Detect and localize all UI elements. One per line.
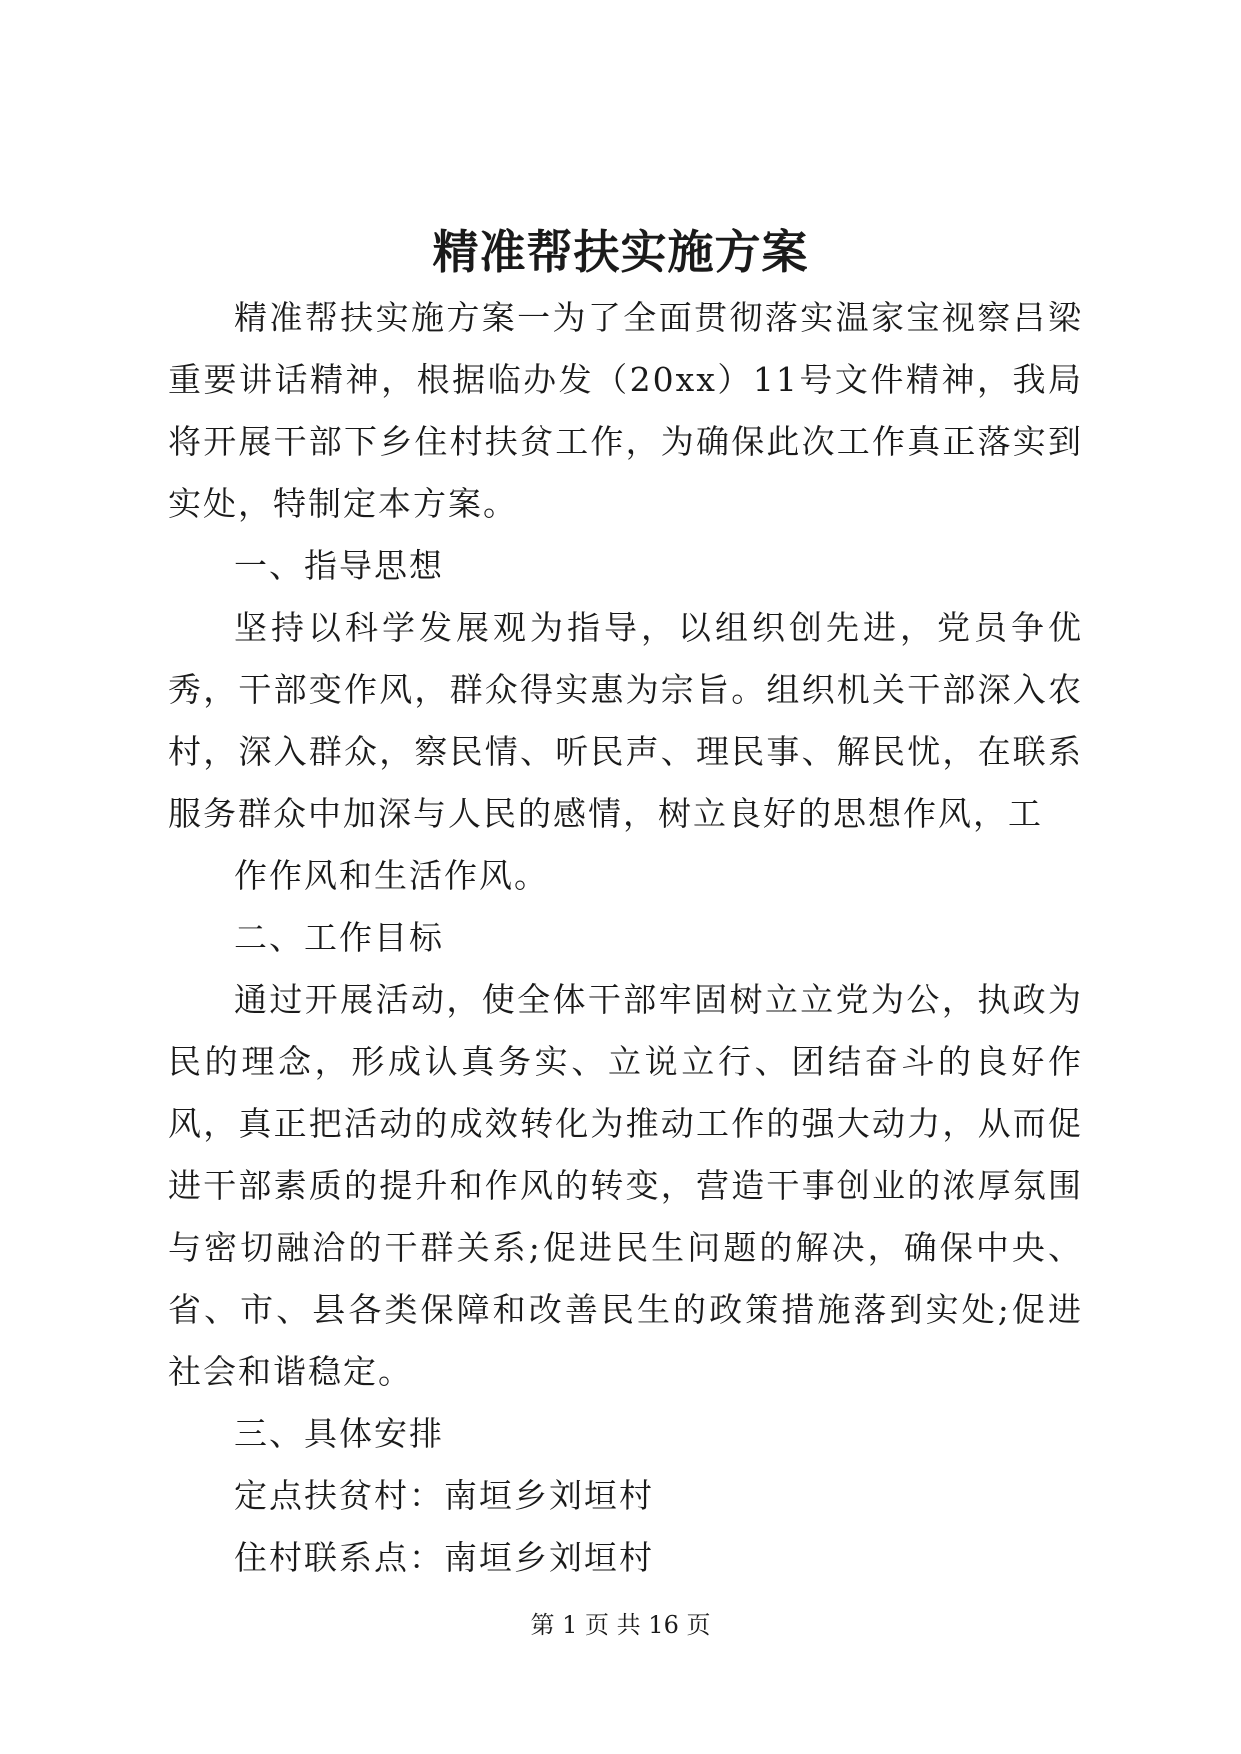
paragraph-poverty-village: 定点扶贫村：南垣乡刘垣村 [234, 1476, 654, 1515]
document-title: 精准帮扶实施方案 [432, 225, 809, 279]
section-heading-guiding-ideology: 一、指导思想 [234, 546, 444, 585]
paragraph-work-goals: 通过开展活动，使全体干部牢固树立立党为公，执政为民的理念，形成认真务实、立说立行、团结奋斗的良好作风，真正把活动的成效转化为推动工作的强大动力，从而促进干部素质的提升和作风的转变，营造干事创业的浓厚氛围与密切融洽的干群关系;促进民生问题的解决，确保中央、省、市、县各类保障和改善民生的政策措施落到实处;促进社会和谐稳定。 [168, 980, 1083, 1391]
section-heading-arrangements: 三、具体安排 [234, 1414, 444, 1453]
paragraph-guiding-ideology-continued: 作作风和生活作风。 [234, 856, 549, 895]
paragraph-intro: 精准帮扶实施方案一为了全面贯彻落实温家宝视察吕梁重要讲话精神，根据临办发（20xx）11号文件精神，我局将开展干部下乡住村扶贫工作，为确保此次工作真正落实到实处，特制定本方案。 [168, 298, 1083, 523]
document-body [168, 287, 1083, 1589]
page-number-footer: 第 1 页 共 16 页 [530, 1611, 711, 1639]
section-heading-work-goals: 二、工作目标 [234, 918, 444, 957]
paragraph-guiding-ideology: 坚持以科学发展观为指导，以组织创先进，党员争优秀，干部变作风，群众得实惠为宗旨。组织机关干部深入农村，深入群众，察民情、听民声、理民事、解民忧，在联系服务群众中加深与人民的感情，树立良好的思想作风，工 [168, 608, 1083, 833]
paragraph-contact-point: 住村联系点：南垣乡刘垣村 [234, 1538, 654, 1577]
